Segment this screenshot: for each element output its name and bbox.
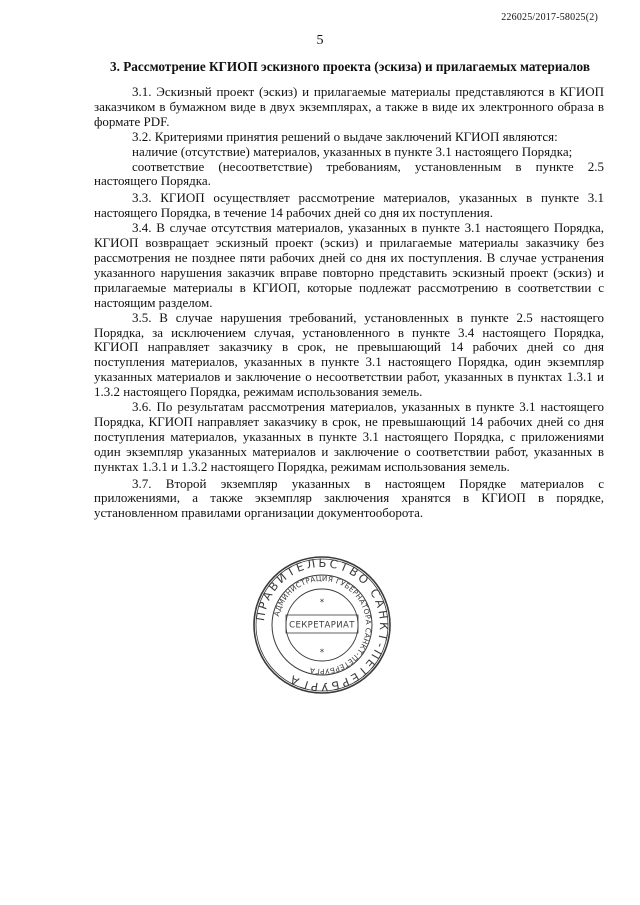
paragraph-3-5: 3.5. В случае нарушения требований, установленных в пункте 2.5 настоящего Порядка, за исключением случая, установленного в пункте 3.4 настоящего Порядка, КГИОП направляет заказчику в срок, не превышающий 14 рабочих дней со дня поступления материалов, указанных в пункте 3.1 настоящего Порядка, один экземпляр указанных материалов и заключение о несоответствии работ, указанных в пунктах 1.3.1 и 1.3.2 настоящего Порядка, режимам использования земель.: [94, 309, 604, 400]
paragraph-3-3: 3.3. КГИОП осуществляет рассмотрение материалов, указанных в пункте 3.1 настоящего Порядка, в течение 14 рабочих дней со дня их поступления.: [94, 190, 604, 221]
paragraph-3-2-criterion-2: соответствие (несоответствие) требованиям, установленным в пункте 2.5 настоящего Порядка.: [94, 158, 604, 189]
seal-graphic: [252, 555, 392, 695]
page-number: 5: [316, 33, 324, 48]
paragraph-3-1: 3.1. Эскизный проект (эскиз) и прилагаемые материалы представляются в КГИОП заказчиком в бумажном виде в двух экземплярах, а также в виде их электронного образа в формате PDF.: [94, 84, 604, 129]
official-seal-stamp: [252, 555, 392, 695]
svg-text:ПРАВИТЕЛЬСТВО САНКТ-ПЕТЕРБУРГА: ПРАВИТЕЛЬСТВО САНКТ-ПЕТЕРБУРГА: [252, 555, 392, 695]
svg-text:АДМИНИСТРАЦИЯ ГУБЕРНАТОРА САНК: АДМИНИСТРАЦИЯ ГУБЕРНАТОРА САНКТ-ПЕТЕРБУРГА: [271, 573, 374, 677]
seal-center-text: СЕКРЕТАРИАТ: [289, 620, 355, 631]
paragraph-3-2-criterion-1: наличие (отсутствие) материалов, указанных в пункте 3.1 настоящего Порядка;: [132, 143, 573, 159]
document-body: [94, 85, 604, 521]
paragraph-3-7: 3.7. Второй экземпляр указанных в настоящем Порядке материалов с приложениями, а также экземпляр заключения хранятся в КГИОП в порядке, установленном правилами организации документооборота.: [94, 475, 604, 521]
document-registration-number: 226025/2017-58025(2): [501, 12, 598, 23]
section-title: 3. Рассмотрение КГИОП эскизного проекта (эскиза) и прилагаемых материалов: [110, 59, 590, 74]
paragraph-3-6: 3.6. По результатам рассмотрения материалов, указанных в пункте 3.1 настоящего Порядка, КГИОП направляет заказчику в срок, не превышающий 14 рабочих дней со дня поступления материалов, указанных в пункте 3.1 настоящего Порядка, с приложениями один экземпляр указанных материалов и заключение о соответствии работ, указанных в пунктах 1.3.1 и 1.3.2 настоящего Порядка, режимам использования земель.: [94, 399, 604, 474]
seal-star-top: *: [319, 598, 325, 608]
seal-star-bottom: *: [319, 648, 325, 658]
paragraph-3-2: 3.2. Критериями принятия решений о выдаче заключений КГИОП являются:: [132, 128, 558, 144]
paragraph-3-4: 3.4. В случае отсутствия материалов, указанных в пункте 3.1 настоящего Порядка, КГИОП возвращает эскизный проект (эскиз) и прилагаемые материалы заказчику без рассмотрения не позднее пяти рабочих дней со дня их поступления. В случае устранения указанного нарушения заказчик вправе повторно представить эскизный проект (эскиз) и прилагаемые материалы в КГИОП, которые подлежат рассмотрению в соответствии с настоящим разделом.: [94, 220, 604, 310]
